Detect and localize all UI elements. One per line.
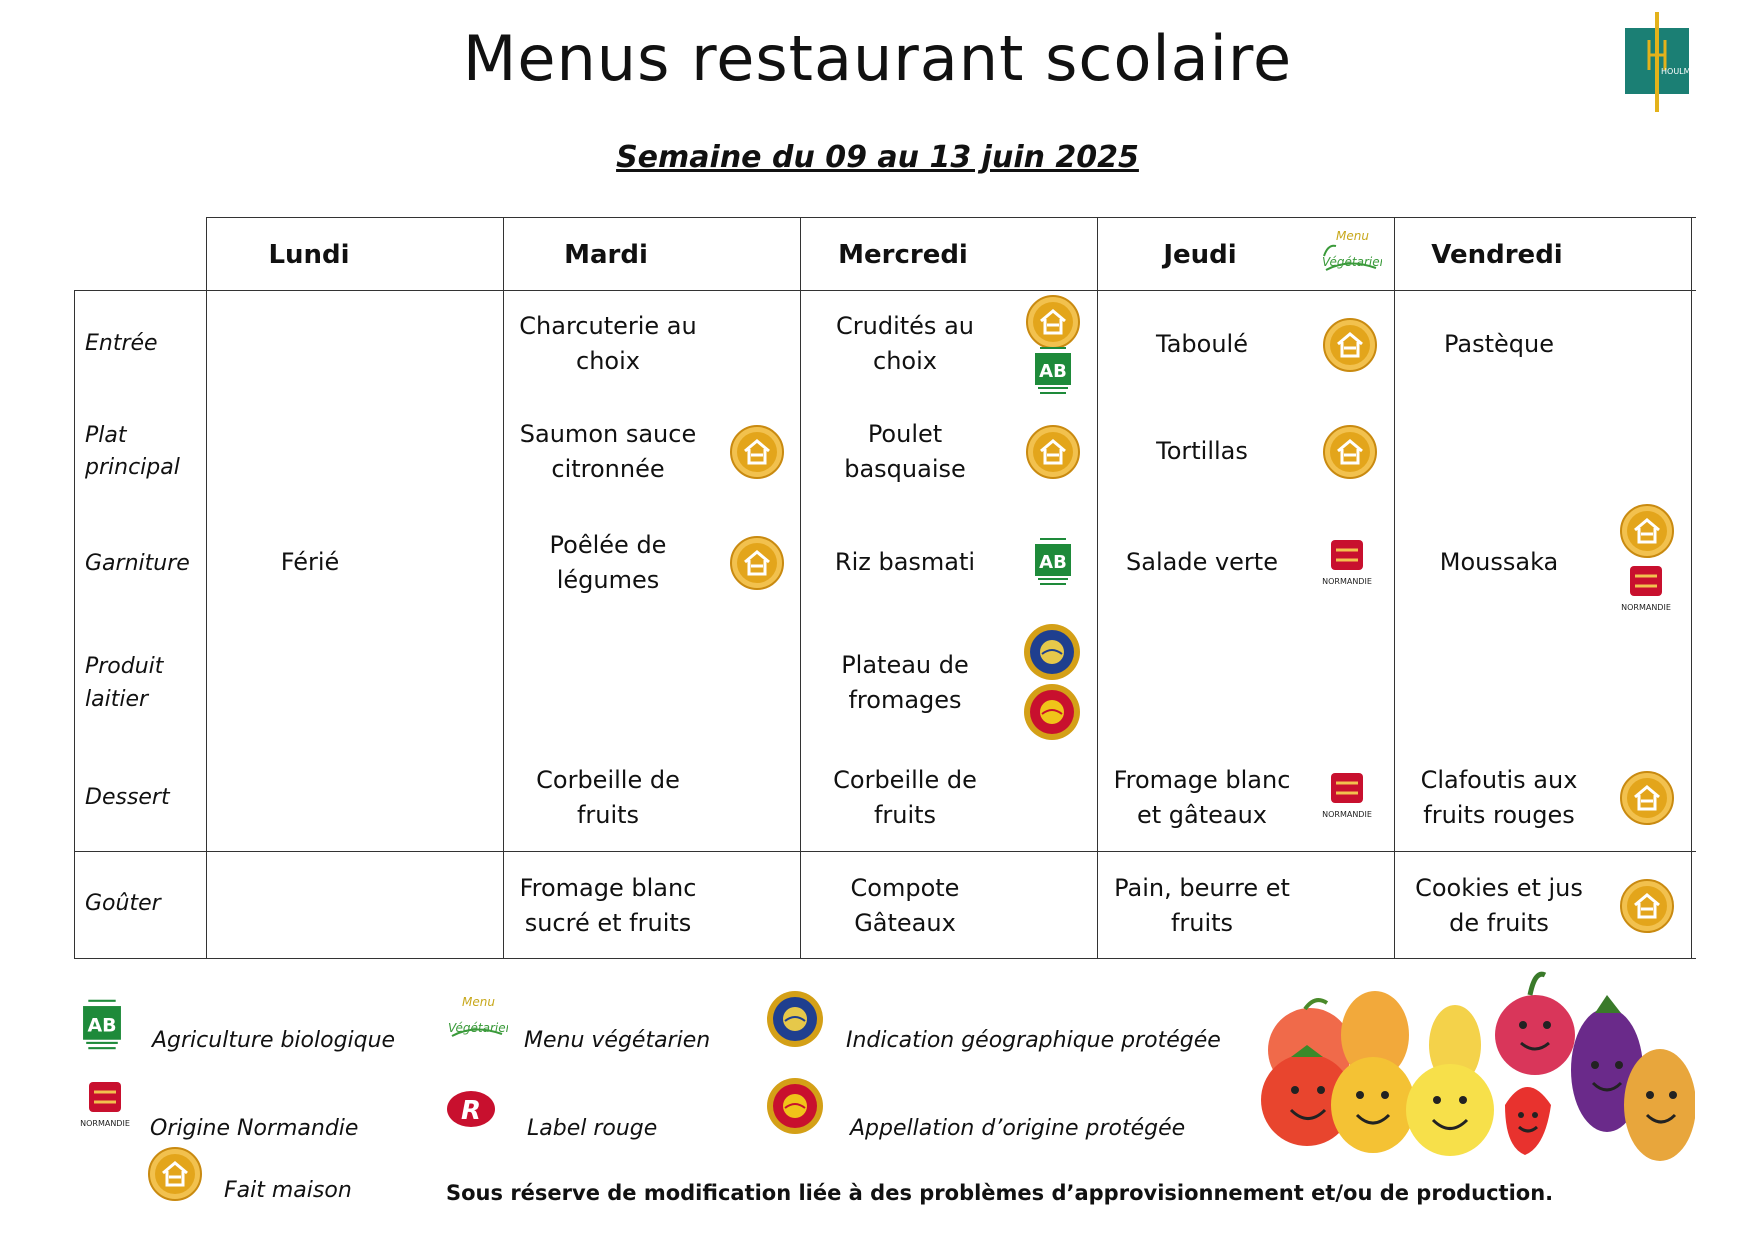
origine-normandie-icon xyxy=(1617,564,1675,618)
day-header-lundi: Lundi xyxy=(268,240,350,270)
row-label-laitier-2: laitier xyxy=(85,687,149,712)
mardi-dessert: Corbeille de fruits xyxy=(536,766,680,829)
jeudi-gouter: Pain, beurre et fruits xyxy=(1114,874,1290,937)
origine-normandie-icon xyxy=(76,1080,134,1134)
day-header-vendredi: Vendredi xyxy=(1431,240,1563,270)
logo-text: HOULME xyxy=(1661,67,1693,76)
jeudi-garniture: Salade verte xyxy=(1126,548,1278,576)
legend-vegetarien: Menu végétarien xyxy=(524,1028,711,1053)
svg-text:NORMANDIE: NORMANDIE xyxy=(1322,577,1372,586)
houlme-logo xyxy=(1621,10,1693,114)
fait-maison-icon xyxy=(1322,424,1378,484)
igp-icon xyxy=(1022,622,1082,686)
row-label-garniture: Garniture xyxy=(85,551,190,576)
legend-aop: Appellation d’origine protégée xyxy=(850,1116,1186,1141)
svg-text:AB: AB xyxy=(87,1014,117,1037)
aop-icon xyxy=(1022,682,1082,746)
row-label-dessert: Dessert xyxy=(85,785,170,810)
row-label-gouter: Goûter xyxy=(85,891,161,916)
fait-maison-icon xyxy=(147,1146,203,1206)
legend-fait-maison: Fait maison xyxy=(224,1178,352,1203)
svg-text:NORMANDIE: NORMANDIE xyxy=(1621,603,1671,612)
svg-text:NORMANDIE: NORMANDIE xyxy=(80,1119,130,1128)
mercredi-plat: Poulet basquaise xyxy=(844,420,966,483)
mardi-gouter: Fromage blanc sucré et fruits xyxy=(519,874,697,937)
fait-maison-icon xyxy=(1322,317,1378,377)
label-rouge-icon xyxy=(444,1087,498,1139)
legend-normandie: Origine Normandie xyxy=(150,1116,359,1141)
agriculture-bio-icon xyxy=(1034,536,1072,592)
mercredi-laitier: Plateau de fromages xyxy=(841,651,969,714)
svg-text:Végétarien: Végétarien xyxy=(448,1021,508,1035)
fait-maison-icon xyxy=(1619,878,1675,938)
menu-vegetarien-icon xyxy=(444,992,508,1048)
lundi-ferie: Férié xyxy=(280,548,340,576)
svg-text:Menu: Menu xyxy=(462,995,495,1009)
jeudi-dessert: Fromage blanc et gâteaux xyxy=(1113,766,1291,829)
svg-text:R: R xyxy=(460,1096,482,1126)
svg-text:Végétarien: Végétarien xyxy=(1322,255,1382,269)
menu-vegetarien-icon xyxy=(1318,226,1382,282)
row-label-plat-1: Plat xyxy=(85,423,127,448)
fait-maison-icon xyxy=(1619,770,1675,830)
mardi-garniture: Poêlée de légumes xyxy=(549,531,667,594)
mercredi-garniture: Riz basmati xyxy=(834,548,976,576)
jeudi-plat: Tortillas xyxy=(1156,437,1248,465)
fait-maison-icon xyxy=(1619,503,1675,563)
disclaimer: Sous réserve de modification liée à des problèmes d’approvisionnement et/ou de production. xyxy=(446,1181,1554,1205)
mardi-plat: Saumon sauce citronnée xyxy=(519,420,697,483)
fruits-vegetables-illustration xyxy=(1255,965,1695,1169)
svg-text:AB: AB xyxy=(1039,552,1067,573)
vendredi-garniture: Moussaka xyxy=(1439,548,1559,576)
origine-normandie-icon xyxy=(1318,771,1376,825)
mercredi-gouter: Compote Gâteaux xyxy=(850,874,960,937)
agriculture-bio-icon xyxy=(82,997,122,1057)
day-header-jeudi: Jeudi xyxy=(1163,240,1237,270)
mercredi-entree: Crudités au choix xyxy=(836,312,974,375)
row-label-plat-2: principal xyxy=(85,455,180,480)
mercredi-dessert: Corbeille de fruits xyxy=(833,766,977,829)
day-header-mardi: Mardi xyxy=(564,240,648,270)
agriculture-bio-icon xyxy=(1034,345,1072,401)
legend-label-rouge: Label rouge xyxy=(527,1116,658,1141)
vendredi-gouter: Cookies et jus de fruits xyxy=(1415,874,1583,937)
svg-text:AB: AB xyxy=(1039,361,1067,382)
svg-text:NORMANDIE: NORMANDIE xyxy=(1322,810,1372,819)
mardi-entree: Charcuterie au choix xyxy=(519,312,697,375)
fait-maison-icon xyxy=(1025,424,1081,484)
igp-icon xyxy=(765,989,825,1053)
row-label-laitier-1: Produit xyxy=(85,654,164,679)
fait-maison-icon xyxy=(729,424,785,484)
vendredi-entree: Pastèque xyxy=(1444,330,1554,358)
page-title: Menus restaurant scolaire xyxy=(462,22,1293,95)
fait-maison-icon xyxy=(729,535,785,595)
legend-bio: Agriculture biologique xyxy=(152,1028,396,1053)
week-subtitle: Semaine du 09 au 13 juin 2025 xyxy=(616,140,1139,175)
day-header-mercredi: Mercredi xyxy=(838,240,968,270)
svg-text:Menu: Menu xyxy=(1336,229,1369,243)
aop-icon xyxy=(765,1076,825,1140)
vendredi-dessert: Clafoutis aux fruits rouges xyxy=(1420,766,1578,829)
row-label-entree: Entrée xyxy=(85,331,158,356)
origine-normandie-icon xyxy=(1318,538,1376,592)
legend-igp: Indication géographique protégée xyxy=(846,1028,1221,1053)
jeudi-entree: Taboulé xyxy=(1156,330,1248,358)
